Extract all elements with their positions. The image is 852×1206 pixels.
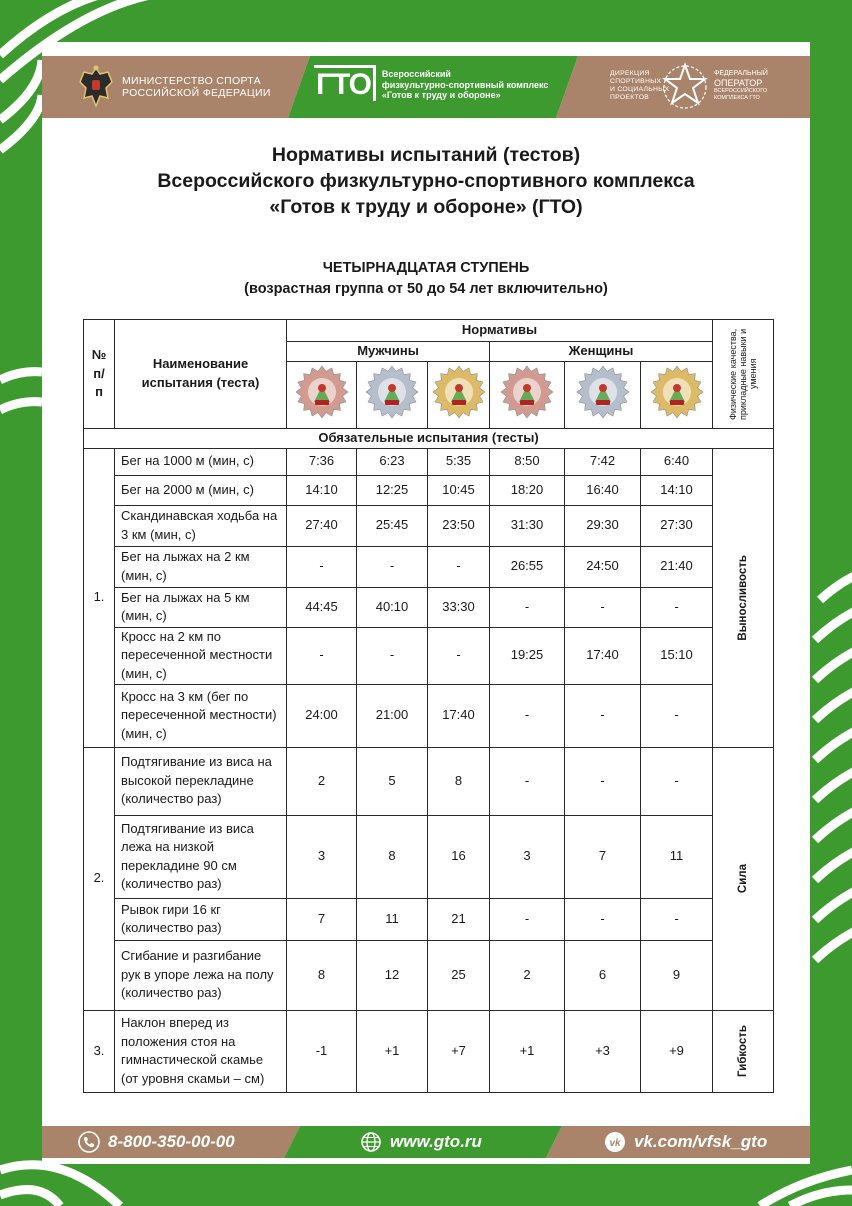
norm-value: 21:00 [357, 684, 428, 747]
norm-value: +1 [357, 1010, 428, 1092]
stage-heading [42, 258, 810, 300]
test-name: Сгибание и разгибание рук в упоре лежа на полу (количество раз) [115, 940, 287, 1010]
test-name: Бег на лыжах на 5 км (мин, с) [115, 587, 287, 627]
norm-value: 6:40 [641, 448, 713, 475]
document-title [42, 142, 810, 220]
stage-name: ЧЕТЫРНАДЦАТАЯ СТУПЕНЬ [322, 260, 530, 276]
test-name: Подтягивание из виса лежа на низкой перекладине 90 см (количество раз) [115, 815, 287, 898]
header-men: Мужчины [287, 342, 490, 362]
phone-icon [78, 1131, 100, 1153]
gold-badge-icon [431, 364, 487, 420]
norm-value: 24:00 [287, 684, 357, 747]
table-row [84, 546, 774, 587]
test-name: Бег на 2000 м (мин, с) [115, 475, 287, 505]
group-number: 2. [84, 747, 115, 1010]
quality-cell [713, 747, 774, 1010]
header-quality-cell [713, 320, 774, 429]
group-number: 3. [84, 1010, 115, 1092]
norm-value: 19:25 [490, 627, 565, 684]
table-row [84, 815, 774, 898]
test-name: Бег на 1000 м (мин, с) [115, 448, 287, 475]
norm-value: - [287, 546, 357, 587]
operator-text [714, 70, 768, 102]
gto-logo-block [314, 68, 548, 102]
gto-logo: ГТО [314, 68, 376, 102]
norm-value: 11 [641, 815, 713, 898]
norm-value: +3 [565, 1010, 641, 1092]
title-line3: «Готов к труду и обороне» (ГТО) [269, 196, 583, 218]
quality-cell [713, 1010, 774, 1092]
norm-value: 12:25 [357, 475, 428, 505]
norm-value: - [490, 684, 565, 747]
table-row [84, 747, 774, 815]
norm-value: 8 [287, 940, 357, 1010]
silver-badge-icon [575, 364, 631, 420]
norm-value: 44:45 [287, 587, 357, 627]
table-row [84, 898, 774, 940]
norm-value: -1 [287, 1010, 357, 1092]
norm-value: 9 [641, 940, 713, 1010]
header-women: Женщины [490, 342, 713, 362]
header-test-name: Наименование испытания (теста) [115, 320, 287, 429]
norm-value: 6:23 [357, 448, 428, 475]
norm-value: 27:30 [641, 505, 713, 546]
silver-badge-icon [364, 364, 420, 420]
directorate-line1: ДИРЕКЦИЯ [610, 70, 650, 77]
title-line1: Нормативы испытаний (тестов) [271, 144, 581, 166]
table-row [84, 505, 774, 546]
norm-value: 7:36 [287, 448, 357, 475]
badge-cell [490, 362, 565, 429]
norm-value: - [641, 587, 713, 627]
bronze-badge-icon [499, 364, 555, 420]
norm-value: 31:30 [490, 505, 565, 546]
norm-value: 10:45 [428, 475, 490, 505]
svg-text:vk: vk [609, 1138, 621, 1149]
table-row [84, 627, 774, 684]
operator-line1: ФЕДЕРАЛЬНЫЙ [714, 70, 768, 77]
norm-value: 16 [428, 815, 490, 898]
norm-value: 16:40 [565, 475, 641, 505]
gto-text-line3: «Готов к труду и обороне» [381, 90, 501, 101]
norm-value: 25 [428, 940, 490, 1010]
operator-line2: ОПЕРАТОР [714, 78, 763, 88]
norm-value: - [565, 684, 641, 747]
phone-number: 8-800-350-00-00 [108, 1132, 235, 1151]
operator-star-icon [660, 62, 710, 112]
norm-value: 2 [490, 940, 565, 1010]
test-name: Скандинавская ходьба на 3 км (мин, с) [115, 505, 287, 546]
quality-label: Сила [736, 863, 749, 894]
norm-value: 33:30 [428, 587, 490, 627]
test-name: Кросс на 3 км (бег по пересеченной местности) (мин, с) [115, 684, 287, 747]
test-name: Подтягивание из виса на высокой перекладине (количество раз) [115, 747, 287, 815]
footer-phone[interactable] [78, 1130, 235, 1154]
directorate-line3: И СОЦИАЛЬНЫХ [610, 86, 670, 93]
norms-table [83, 319, 774, 1093]
badge-cell [641, 362, 713, 429]
norm-value: 17:40 [565, 627, 641, 684]
quality-label: Выносливость [736, 554, 749, 641]
norm-value: - [357, 627, 428, 684]
norm-value: 17:40 [428, 684, 490, 747]
norm-value: - [565, 747, 641, 815]
norm-value: 26:55 [490, 546, 565, 587]
norm-value: - [428, 627, 490, 684]
test-name: Кросс на 2 км по пересеченной местности (мин, с) [115, 627, 287, 684]
header-norms: Нормативы [287, 320, 713, 342]
footer-banner [42, 1126, 810, 1158]
directorate-line4: ПРОЕКТОВ [610, 94, 650, 101]
gto-text-line2: физкультурно-спортивный комплекс [381, 79, 549, 90]
norm-value: 7 [287, 898, 357, 940]
norm-value: 8 [428, 747, 490, 815]
norm-value: +9 [641, 1010, 713, 1092]
table-row [84, 684, 774, 747]
test-name: Рывок гири 16 кг (количество раз) [115, 898, 287, 940]
norm-value: 25:45 [357, 505, 428, 546]
ministry-name-line1: МИНИСТЕРСТВО СПОРТА [122, 75, 261, 87]
bronze-badge-icon [294, 364, 350, 420]
norm-value: 8:50 [490, 448, 565, 475]
header-banner [42, 56, 810, 118]
badge-cell [565, 362, 641, 429]
header-number: № п/п [84, 320, 115, 429]
badge-cell [357, 362, 428, 429]
eagle-emblem-icon [78, 64, 114, 110]
group-number: 1. [84, 448, 115, 747]
footer-vk[interactable] [604, 1130, 767, 1154]
test-name: Бег на лыжах на 2 км (мин, с) [115, 546, 287, 587]
vk-link: vk.com/vfsk_gto [634, 1132, 768, 1151]
table-row [84, 475, 774, 505]
age-group: (возрастная группа от 50 до 54 лет включительно) [244, 281, 608, 297]
norm-value: 3 [287, 815, 357, 898]
norm-value: 7 [565, 815, 641, 898]
norm-value: - [428, 546, 490, 587]
norm-value: 5:35 [428, 448, 490, 475]
directorate-line2: СПОРТИВНЫХ [610, 78, 662, 85]
norm-value: - [490, 587, 565, 627]
norm-value: 11 [357, 898, 428, 940]
footer-site[interactable] [360, 1130, 482, 1154]
norm-value: +7 [428, 1010, 490, 1092]
norm-value: 18:20 [490, 475, 565, 505]
norm-value: - [641, 898, 713, 940]
norm-value: 40:10 [357, 587, 428, 627]
table-row [84, 587, 774, 627]
vk-icon [604, 1131, 626, 1153]
norm-value: - [565, 898, 641, 940]
norm-value: 29:30 [565, 505, 641, 546]
gto-text-line1: Всероссийский [381, 69, 451, 80]
norm-value: 12 [357, 940, 428, 1010]
norm-value: 3 [490, 815, 565, 898]
table-row [84, 1010, 774, 1092]
norm-value: 8 [357, 815, 428, 898]
norm-value: - [565, 587, 641, 627]
norm-value: 23:50 [428, 505, 490, 546]
badge-cell [287, 362, 357, 429]
norm-value: 7:42 [565, 448, 641, 475]
quality-cell [713, 448, 774, 747]
title-line2: Всероссийского физкультурно-спортивного комплекса [157, 170, 695, 192]
site-url: www.gto.ru [390, 1132, 482, 1151]
norm-value: 15:10 [641, 627, 713, 684]
operator-line3: ВСЕРОССИЙСКОГО [714, 88, 768, 94]
ministry-logo [78, 64, 271, 110]
norm-value: - [357, 546, 428, 587]
document-sheet [42, 42, 810, 1164]
norm-value: - [490, 747, 565, 815]
table-row [84, 448, 774, 475]
quality-label: Гибкость [736, 1025, 749, 1077]
norm-value: 6 [565, 940, 641, 1010]
badge-cell [428, 362, 490, 429]
test-name: Наклон вперед из положения стоя на гимнастической скамье (от уровня скамьи – см) [115, 1010, 287, 1092]
norm-value: 5 [357, 747, 428, 815]
mandatory-section-header: Обязательные испытания (тесты) [84, 428, 774, 448]
globe-icon [360, 1131, 382, 1153]
norm-value: 27:40 [287, 505, 357, 546]
norm-value: 14:10 [641, 475, 713, 505]
norm-value: 21:40 [641, 546, 713, 587]
operator-line4: КОМПЛЕКСА ГТО [714, 95, 760, 101]
norm-value: - [641, 747, 713, 815]
norm-value: 2 [287, 747, 357, 815]
norm-value: 24:50 [565, 546, 641, 587]
norm-value: - [490, 898, 565, 940]
norm-value: +1 [490, 1010, 565, 1092]
header-quality: Физические качества, прикладные навыки и умения [728, 328, 758, 420]
norm-value: - [287, 627, 357, 684]
ministry-name-line2: РОССИЙСКОЙ ФЕДЕРАЦИИ [122, 87, 271, 99]
norm-value: 21 [428, 898, 490, 940]
table-row [84, 940, 774, 1010]
norm-value: 14:10 [287, 475, 357, 505]
norm-value: - [641, 684, 713, 747]
gold-badge-icon [649, 364, 705, 420]
